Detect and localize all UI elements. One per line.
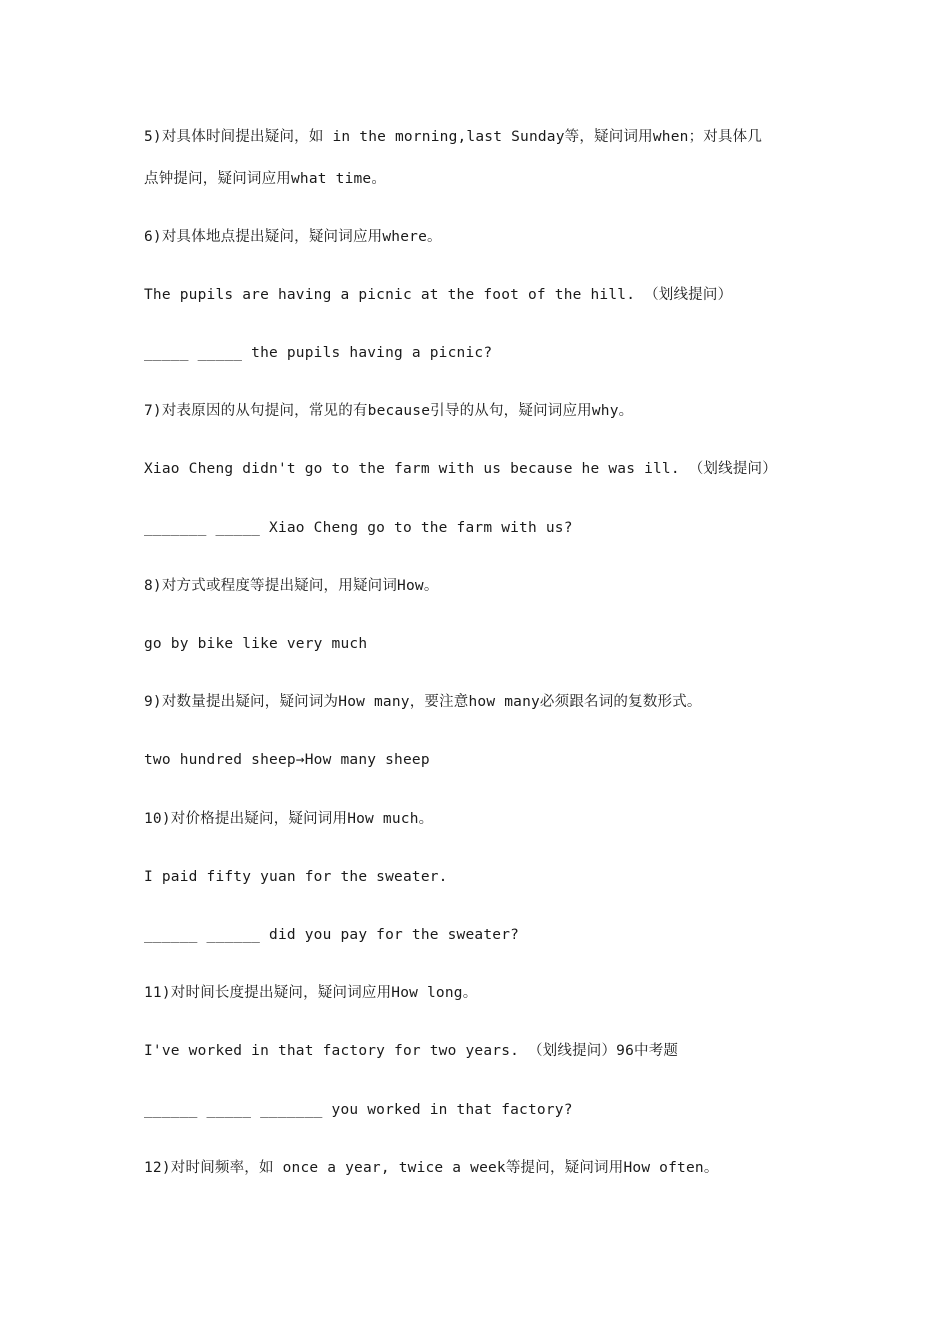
rule-11-text: 11)对时间长度提出疑问，疑问词应用How long。 — [144, 985, 478, 1001]
rule-9-text: 9)对数量提出疑问，疑问词为How many，要注意how many必须跟名词的复数形式。 — [144, 694, 702, 710]
rule-6-text: 6)对具体地点提出疑问，疑问词应用where。 — [144, 229, 442, 245]
rule-10-text: 10)对价格提出疑问，疑问词用How much。 — [144, 811, 434, 827]
rule-7-text: 7)对表原因的从句提问，常见的有because引导的从句，疑问词应用why。 — [144, 403, 634, 419]
rule-7-fill-blank: _______ _____ Xiao Cheng go to the farm with us? — [144, 520, 573, 536]
rule-12-text: 12)对时间频率，如 once a year, twice a week等提问，疑问词用How often。 — [144, 1160, 719, 1176]
rule-5-text-continued: 点钟提问，疑问词应用what time。 — [144, 171, 387, 187]
rule-11-example-sentence: I've worked in that factory for two years. （划线提问）96中考题 — [144, 1043, 679, 1059]
rule-8-text: 8)对方式或程度等提出疑问，用疑问词How。 — [144, 578, 439, 594]
rule-9-example: two hundred sheep→How many sheep — [144, 752, 430, 768]
rule-10-example-sentence: I paid fifty yuan for the sweater. — [144, 869, 448, 885]
rule-6-example-sentence: The pupils are having a picnic at the foot of the hill. （划线提问） — [144, 287, 733, 303]
rule-10-fill-blank: ______ ______ did you pay for the sweater? — [144, 927, 520, 943]
rule-7-example-sentence: Xiao Cheng didn't go to the farm with us because he was ill. （划线提问） — [144, 461, 777, 477]
rule-6-fill-blank: _____ _____ the pupils having a picnic? — [144, 345, 493, 361]
rule-11-fill-blank: ______ _____ _______ you worked in that factory? — [144, 1102, 573, 1118]
rule-5-text: 5)对具体时间提出疑问，如 in the morning,last Sunday等，疑问词用when；对具体几 — [144, 129, 763, 145]
rule-8-examples: go by bike like very much — [144, 636, 368, 652]
